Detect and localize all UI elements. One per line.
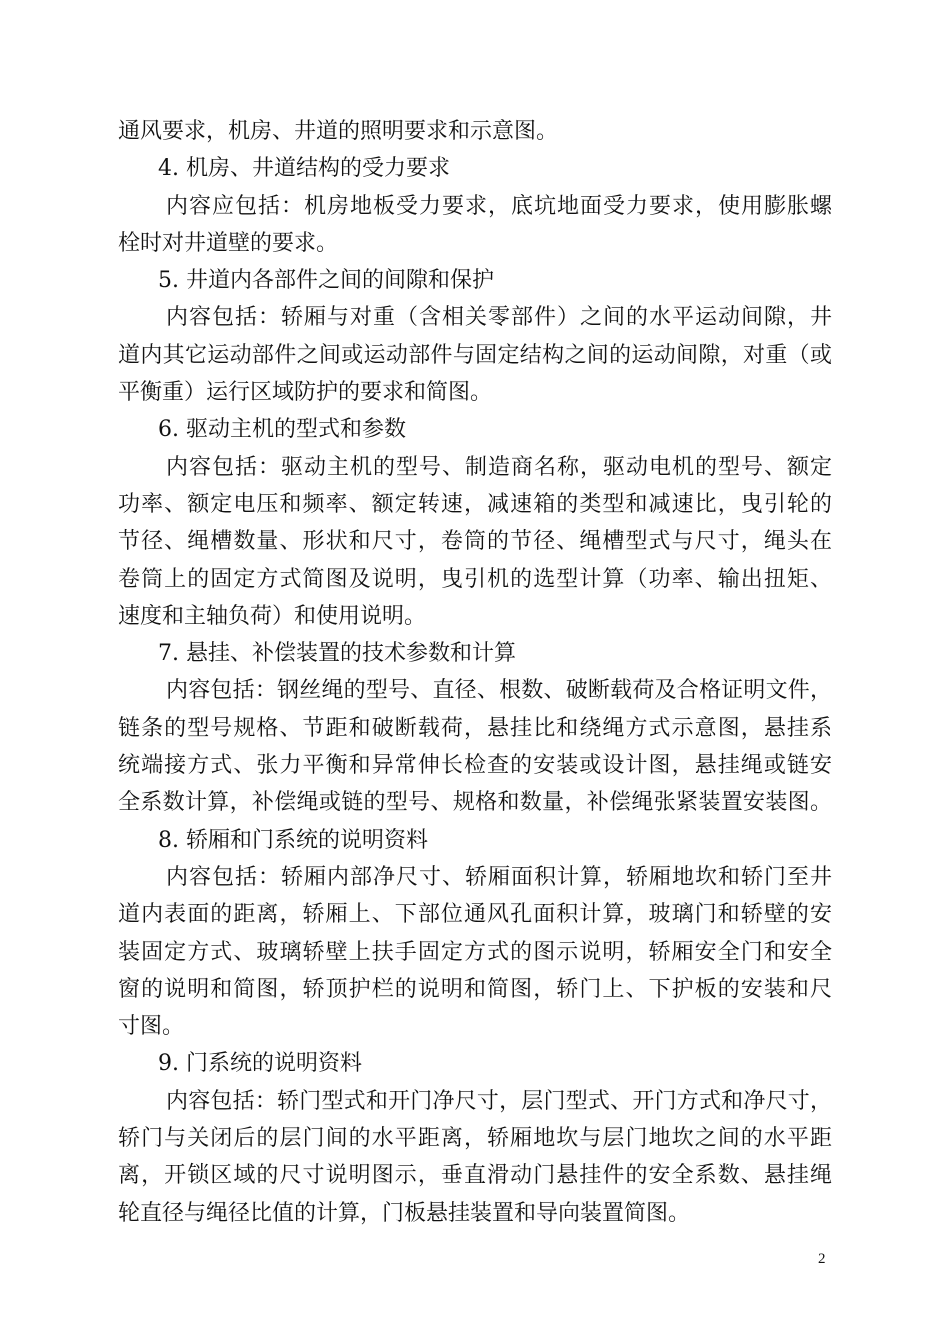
paragraph-line: 内容包括：钢丝绳的型号、直径、根数、破断载荷及合格证明文件，: [166, 678, 832, 704]
paragraph-line: 道内其它运动部件之间或运动部件与固定结构之间的运动间隙，对重（或: [118, 342, 832, 368]
paragraph-line: 内容包括：轿门型式和开门净尺寸，层门型式、开门方式和净尺寸，: [166, 1088, 832, 1114]
paragraph-line: 道内表面的距离，轿厢上、下部位通风孔面积计算，玻璃门和轿壁的安: [118, 902, 832, 928]
paragraph-line: 卷筒上的固定方式简图及说明，曳引机的选型计算（功率、输出扭矩、: [118, 566, 832, 592]
paragraph-line: 内容包括：轿厢内部净尺寸、轿厢面积计算，轿厢地坎和轿门至井: [166, 864, 832, 890]
section-heading: 5. 井道内各部件之间的间隙和保护: [158, 268, 494, 294]
section-heading: 7. 悬挂、补偿装置的技术参数和计算: [158, 641, 516, 667]
paragraph-line: 平衡重）运行区域防护的要求和简图。: [118, 380, 493, 406]
paragraph-line: 通风要求，机房、井道的照明要求和示意图。: [118, 119, 559, 144]
paragraph-line: 轿门与关闭后的层门间的水平距离，轿厢地坎与层门地坎之间的水平距: [118, 1126, 832, 1152]
paragraph-line: 内容包括：驱动主机的型号、制造商名称，驱动电机的型号、额定: [166, 454, 832, 480]
document-body: [118, 113, 832, 1232]
section-heading: 4. 机房、井道结构的受力要求: [158, 156, 450, 182]
page-number: 2: [818, 1251, 826, 1267]
paragraph-line: 窗的说明和简图，轿顶护栏的说明和简图，轿门上、下护板的安装和尺: [118, 976, 832, 1002]
paragraph-line: 轮直径与绳径比值的计算，门板悬挂装置和导向装置简图。: [118, 1200, 691, 1226]
paragraph-line: 速度和主轴负荷）和使用说明。: [118, 603, 427, 629]
paragraph-line: 装固定方式、玻璃轿壁上扶手固定方式的图示说明，轿厢安全门和安全: [118, 939, 832, 965]
paragraph-line: 内容应包括：机房地板受力要求，底坑地面受力要求，使用膨胀螺: [166, 193, 832, 219]
paragraph-line: 功率、额定电压和频率、额定转速，减速箱的类型和减速比，曳引轮的: [118, 491, 832, 517]
section-heading: 9. 门系统的说明资料: [158, 1051, 362, 1077]
paragraph-line: 链条的型号规格、节距和破断载荷，悬挂比和绕绳方式示意图，悬挂系: [118, 715, 832, 741]
paragraph-line: 节径、绳槽数量、形状和尺寸，卷筒的节径、绳槽型式与尺寸，绳头在: [118, 529, 832, 555]
paragraph-line: 栓时对井道壁的要求。: [118, 230, 339, 256]
section-heading: 8. 轿厢和门系统的说明资料: [158, 827, 428, 853]
paragraph-line: 寸图。: [118, 1014, 185, 1040]
paragraph-line: 内容包括：轿厢与对重（含相关零部件）之间的水平运动间隙，井: [166, 305, 832, 331]
paragraph-line: 离，开锁区域的尺寸说明图示，垂直滑动门悬挂件的安全系数、悬挂绳: [118, 1163, 832, 1189]
section-heading: 6. 驱动主机的型式和参数: [158, 417, 406, 443]
paragraph-line: 全系数计算，补偿绳或链的型号、规格和数量，补偿绳张紧装置安装图。: [118, 790, 832, 816]
paragraph-line: 统端接方式、张力平衡和异常伸长检查的安装或设计图，悬挂绳或链安: [118, 753, 832, 779]
